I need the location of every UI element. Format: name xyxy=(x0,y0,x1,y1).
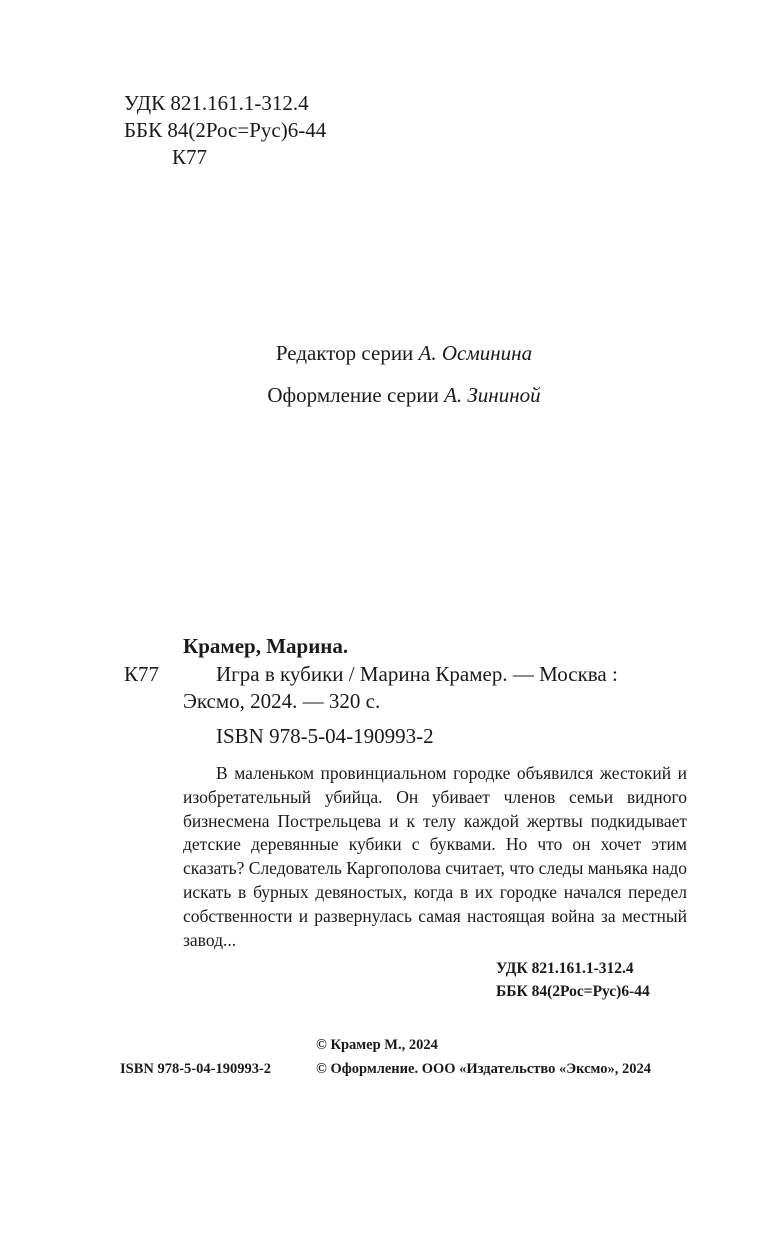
annotation xyxy=(183,762,687,952)
series-editor-name: А. Осминина xyxy=(418,341,533,365)
record-title-line1: Игра в кубики / Марина Крамер. — Москва : xyxy=(216,662,618,686)
series-design xyxy=(0,383,768,408)
record-author: Крамер, Марина. xyxy=(183,634,349,658)
udk-code: УДК 821.161.1-312.4 xyxy=(124,91,309,115)
copyright-author: © Крамер М., 2024 xyxy=(316,1037,438,1053)
footer-isbn: ISBN 978-5-04-190993-2 xyxy=(120,1061,272,1077)
author-sign: К77 xyxy=(172,145,208,169)
series-design-name: А. Зининой xyxy=(444,383,541,407)
copyright-design: © Оформление. ООО «Издательство «Эксмо», 2024 xyxy=(316,1061,651,1077)
record-udk: УДК 821.161.1-312.4 xyxy=(496,960,634,977)
series-editor-label: Редактор серии xyxy=(275,341,414,365)
bbk-code: ББК 84(2Рос=Рус)6-44 xyxy=(124,118,327,142)
record-isbn: ISBN 978-5-04-190993-2 xyxy=(216,724,434,748)
record-title-line2: Эксмо, 2024. — 320 с. xyxy=(183,689,381,713)
series-design-label: Оформление серии xyxy=(267,383,439,407)
record-bbk: ББК 84(2Рос=Рус)6-44 xyxy=(496,983,650,1000)
record-sign: К77 xyxy=(124,662,160,686)
series-editor xyxy=(0,341,768,366)
annotation-text: В маленьком провинциальном городке объявился жестокий и изобретательный убийца. Он убивает членов семьи видного бизнесмена Пострельцева и к телу каждой жертвы подкидывает детские деревянные кубики с буквами. Но что он хочет этим сказать? Следователь Каргополова считает, что следы маньяка надо искать в бурных девяностых, когда в их городке начался передел собственности и развернулась самая настоящая война за местный завод... xyxy=(183,763,687,950)
